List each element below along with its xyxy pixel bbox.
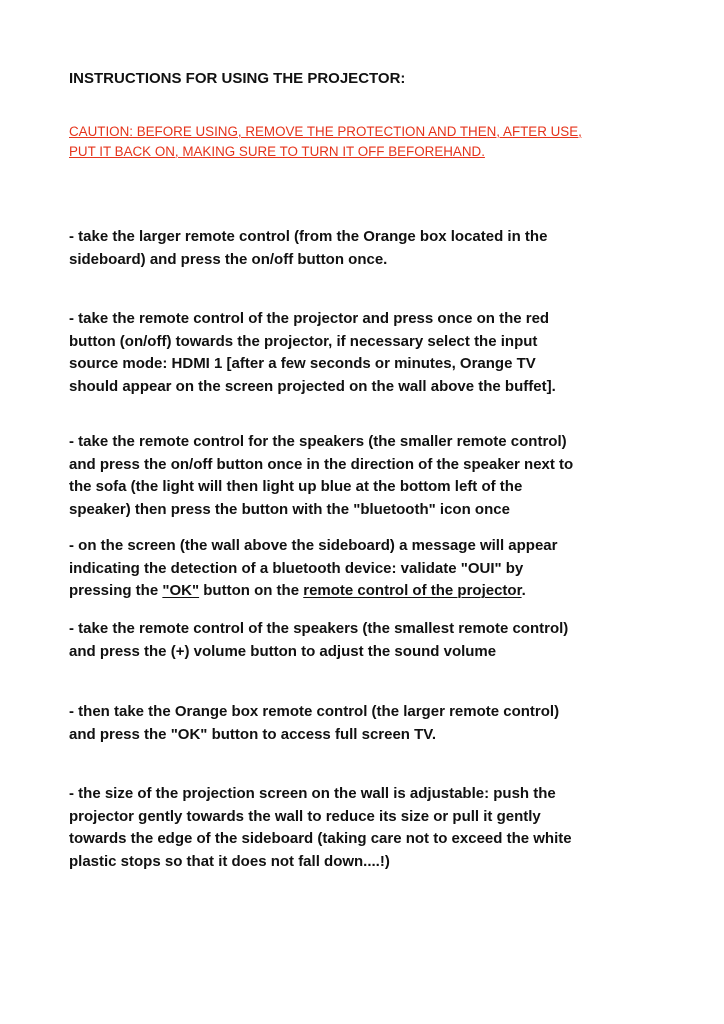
page-title: INSTRUCTIONS FOR USING THE PROJECTOR:: [69, 70, 406, 87]
step-line: projector gently towards the wall to reduce its size or pull it gently: [69, 807, 541, 825]
step-line: - the size of the projection screen on the wall is adjustable: push the: [69, 785, 556, 802]
step-text: .: [521, 582, 526, 599]
instruction-step-6: [69, 701, 669, 746]
step-line: - on the screen (the wall above the sideboard) a message will appear: [69, 537, 558, 554]
ok-button-reference: "OK": [162, 582, 200, 599]
step-line: should appear on the screen projected on the wall above the buffet].: [69, 377, 556, 395]
instruction-step-2: [69, 308, 669, 398]
instruction-step-3: [69, 431, 669, 521]
step-line: - take the remote control of the speakers (the smallest remote control): [69, 620, 569, 637]
step-line: source mode: HDMI 1 [after a few seconds or minutes, Orange TV: [69, 355, 536, 372]
step-line: the sofa (the light will then light up blue at the bottom left of the: [69, 478, 523, 495]
caution-notice: [69, 122, 679, 162]
step-line: towards the edge of the sideboard (taking care not to exceed the white: [69, 830, 572, 847]
caution-line: PUT IT BACK ON, MAKING SURE TO TURN IT OFF BEFOREHAND.: [69, 144, 485, 159]
step-line: and press the (+) volume button to adjust the sound volume: [69, 642, 497, 660]
step-line: - take the larger remote control (from the Orange box located in the: [69, 228, 548, 245]
projector-remote-reference: remote control of the projector: [303, 582, 522, 599]
step-text: pressing the: [69, 582, 163, 599]
step-line: [69, 580, 669, 603]
step-line: sideboard) and press the on/off button once.: [69, 250, 388, 268]
step-line: and press the "OK" button to access full screen TV.: [69, 725, 437, 743]
step-line: speaker) then press the button with the "bluetooth" icon once: [69, 500, 510, 518]
step-line: plastic stops so that it does not fall down....!): [69, 852, 390, 870]
step-line: and press the on/off button once in the direction of the speaker next to: [69, 455, 574, 473]
step-line: button (on/off) towards the projector, if necessary select the input: [69, 332, 538, 350]
caution-line: CAUTION: BEFORE USING, REMOVE THE PROTECTION AND THEN, AFTER USE,: [69, 124, 582, 139]
step-line: - then take the Orange box remote control (the larger remote control): [69, 703, 560, 720]
instruction-step-4: [69, 535, 669, 603]
step-line: - take the remote control of the projector and press once on the red: [69, 310, 550, 327]
step-line: - take the remote control for the speakers (the smaller remote control): [69, 433, 567, 450]
instruction-step-1: [69, 226, 669, 271]
instruction-step-5: [69, 618, 669, 663]
instruction-step-7: [69, 783, 669, 873]
step-line: indicating the detection of a bluetooth device: validate "OUI" by: [69, 559, 524, 577]
step-text: button on the: [199, 582, 304, 599]
